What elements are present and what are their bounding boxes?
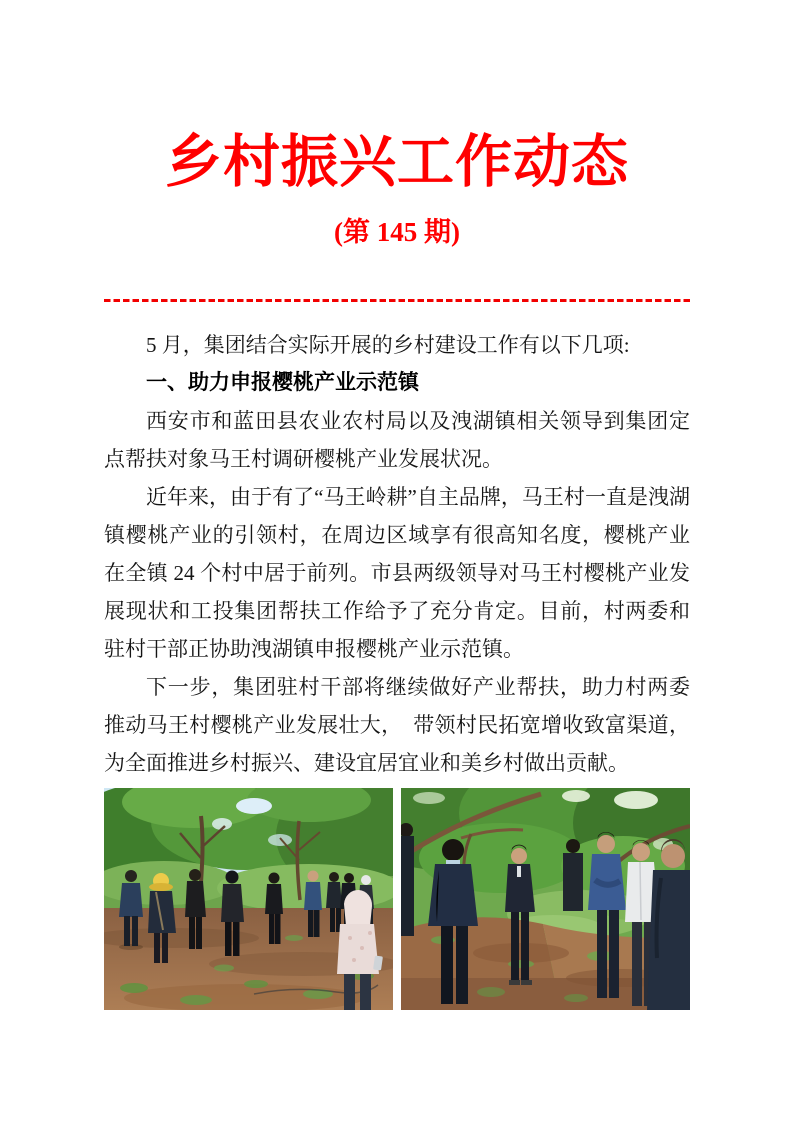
photo-row (104, 788, 690, 1010)
orchard-group-illustration (104, 788, 393, 1010)
paragraph-3: 下一步，集团驻村干部将继续做好产业帮扶，助力村两委推动马王村樱桃产业发展壮大， 带领村民拓宽增收致富渠道，为全面推进乡村振兴、建设宜居宜业和美乡村做出贡献。 (104, 675, 690, 775)
section-heading: 一、助力申报樱桃产业示范镇 (146, 371, 419, 394)
paragraph-2: 近年来，由于有了“马王岭耕”自主品牌，马王村一直是洩湖镇樱桃产业的引领村，在周边区域享有很高知名度，樱桃产业在全镇 24 个村中居于前列。市县两级领导对马王村樱桃产业发展现状和工投集团帮扶工作给予了充分肯定。目前，村两委和驻村干部正协助洩湖镇申报樱桃产业示范镇。 (104, 485, 690, 661)
red-dashed-divider (104, 299, 690, 302)
orchard-discussion-illustration (401, 788, 690, 1010)
paragraph-1: 西安市和蓝田县农业农村局以及洩湖镇相关领导到集团定点帮扶对象马王村调研樱桃产业发展状况。 (104, 409, 690, 471)
page-title: 乡村振兴工作动态 (165, 131, 629, 194)
body-text (104, 326, 690, 782)
person-partial-left (401, 823, 414, 936)
document-content (104, 0, 690, 1010)
intro-paragraph: 5 月，集团结合实际开展的乡村建设工作有以下几项: (146, 333, 630, 357)
issue-number: (第 145 期) (334, 217, 460, 247)
orchard-site-visit-group-photo (104, 788, 393, 1010)
orchard-leaders-discussion-photo (401, 788, 690, 1010)
